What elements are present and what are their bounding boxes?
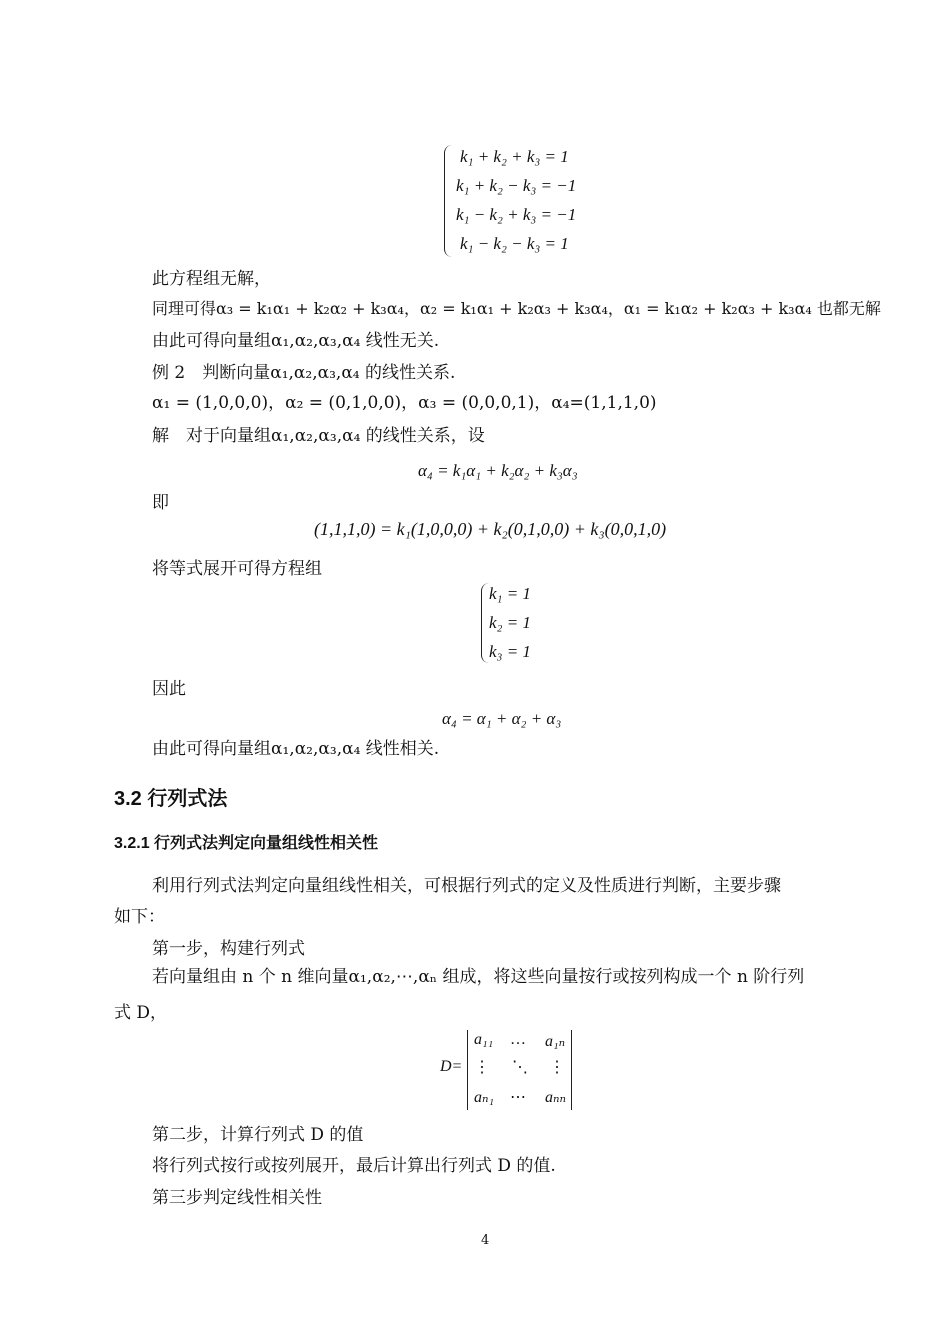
step3-heading: 第三步判定线性相关性 bbox=[152, 1188, 322, 1208]
equation-alpha4: α₄ = k₁α₁ + k₂α₂ + k₃α₃ bbox=[418, 461, 578, 480]
section-3-2-heading: 3.2 行列式法 bbox=[114, 788, 228, 810]
step1-desc-line1: 若向量组由 n 个 n 维向量α₁,α₂,⋯,αₙ 组成，将这些向量按行或按列构成一个 n 阶行列 bbox=[152, 967, 805, 987]
para1-line2: 如下： bbox=[114, 907, 165, 927]
det-a1n: a₁ₙ bbox=[545, 1033, 566, 1050]
det-ann: aₙₙ bbox=[545, 1089, 566, 1106]
det-label: D= bbox=[440, 1058, 463, 1075]
expand-text: 将等式展开可得方程组 bbox=[152, 559, 322, 579]
system1-eq3: k₁ − k₂ + k₃ = −1 bbox=[456, 205, 577, 224]
page-number: 4 bbox=[481, 1233, 490, 1248]
det-vdots-left: ⋮ bbox=[474, 1059, 490, 1076]
det-a11: a₁₁ bbox=[474, 1031, 494, 1048]
system2-eq1: k₁ = 1 bbox=[489, 584, 531, 603]
system1-eq2: k₁ + k₂ − k₃ = −1 bbox=[456, 176, 577, 195]
paragraph-similarly: 同理可得α₃ = k₁α₁ + k₂α₂ + k₃α₄，α₂ = k₁α₁ + k₂α₃ + k₃α₄，α₁ = k₁α₂ + k₂α₃ + k₃α₄ 也都无解 bbox=[152, 299, 881, 318]
text-ji: 即 bbox=[152, 493, 169, 513]
det-vdots-right: ⋮ bbox=[549, 1059, 565, 1076]
det-hdots-top: … bbox=[510, 1031, 526, 1048]
step1-desc-line2: 式 D， bbox=[114, 1003, 168, 1023]
system2 bbox=[489, 579, 531, 666]
det-ddots: ⋱ bbox=[512, 1059, 528, 1076]
conclusion-dependent: 由此可得向量组α₁,α₂,α₃,α₄ 线性相关. bbox=[152, 739, 440, 759]
step1-heading: 第一步，构建行列式 bbox=[152, 939, 305, 959]
section-3-2-1-heading: 3.2.1 行列式法判定向量组线性相关性 bbox=[114, 835, 379, 852]
equation-result: α₄ = α₁ + α₂ + α₃ bbox=[442, 709, 562, 728]
example-2-title: 例 2 判断向量α₁,α₂,α₃,α₄ 的线性关系. bbox=[152, 363, 456, 383]
solution-intro: 解 对于向量组α₁,α₂,α₃,α₄ 的线性关系，设 bbox=[152, 426, 485, 446]
system2-eq3: k₃ = 1 bbox=[489, 642, 531, 661]
det-hdots-bottom: ⋯ bbox=[510, 1089, 526, 1106]
system1-eq4: k₁ − k₂ − k₃ = 1 bbox=[460, 234, 569, 253]
det-an1: aₙ₁ bbox=[474, 1089, 495, 1106]
text-yinci: 因此 bbox=[152, 679, 186, 699]
example-2-vectors: α₁ = (1,0,0,0)，α₂ = (0,1,0,0)，α₃ = (0,0,0,1)，α₄=(1,1,1,0) bbox=[152, 393, 657, 413]
system1 bbox=[456, 142, 576, 258]
system1-eq1: k₁ + k₂ + k₃ = 1 bbox=[460, 147, 569, 166]
equation-expand: (1,1,1,0) = k₁(1,0,0,0) + k₂(0,1,0,0) + k₃(0,0,1,0) bbox=[314, 519, 667, 539]
paragraph-independent: 由此可得向量组α₁,α₂,α₃,α₄ 线性无关. bbox=[152, 331, 440, 351]
det-right-bar bbox=[571, 1030, 572, 1110]
paragraph-no-solution: 此方程组无解， bbox=[152, 269, 271, 289]
system2-eq2: k₂ = 1 bbox=[489, 613, 531, 632]
det-left-bar bbox=[467, 1030, 468, 1110]
step2-desc: 将行列式按行或按列展开，最后计算出行列式 D 的值. bbox=[152, 1156, 556, 1176]
step2-heading: 第二步，计算行列式 D 的值 bbox=[152, 1125, 364, 1145]
para1-line1: 利用行列式法判定向量组线性相关，可根据行列式的定义及性质进行判断，主要步骤 bbox=[152, 876, 781, 896]
system1-brace bbox=[444, 145, 453, 257]
